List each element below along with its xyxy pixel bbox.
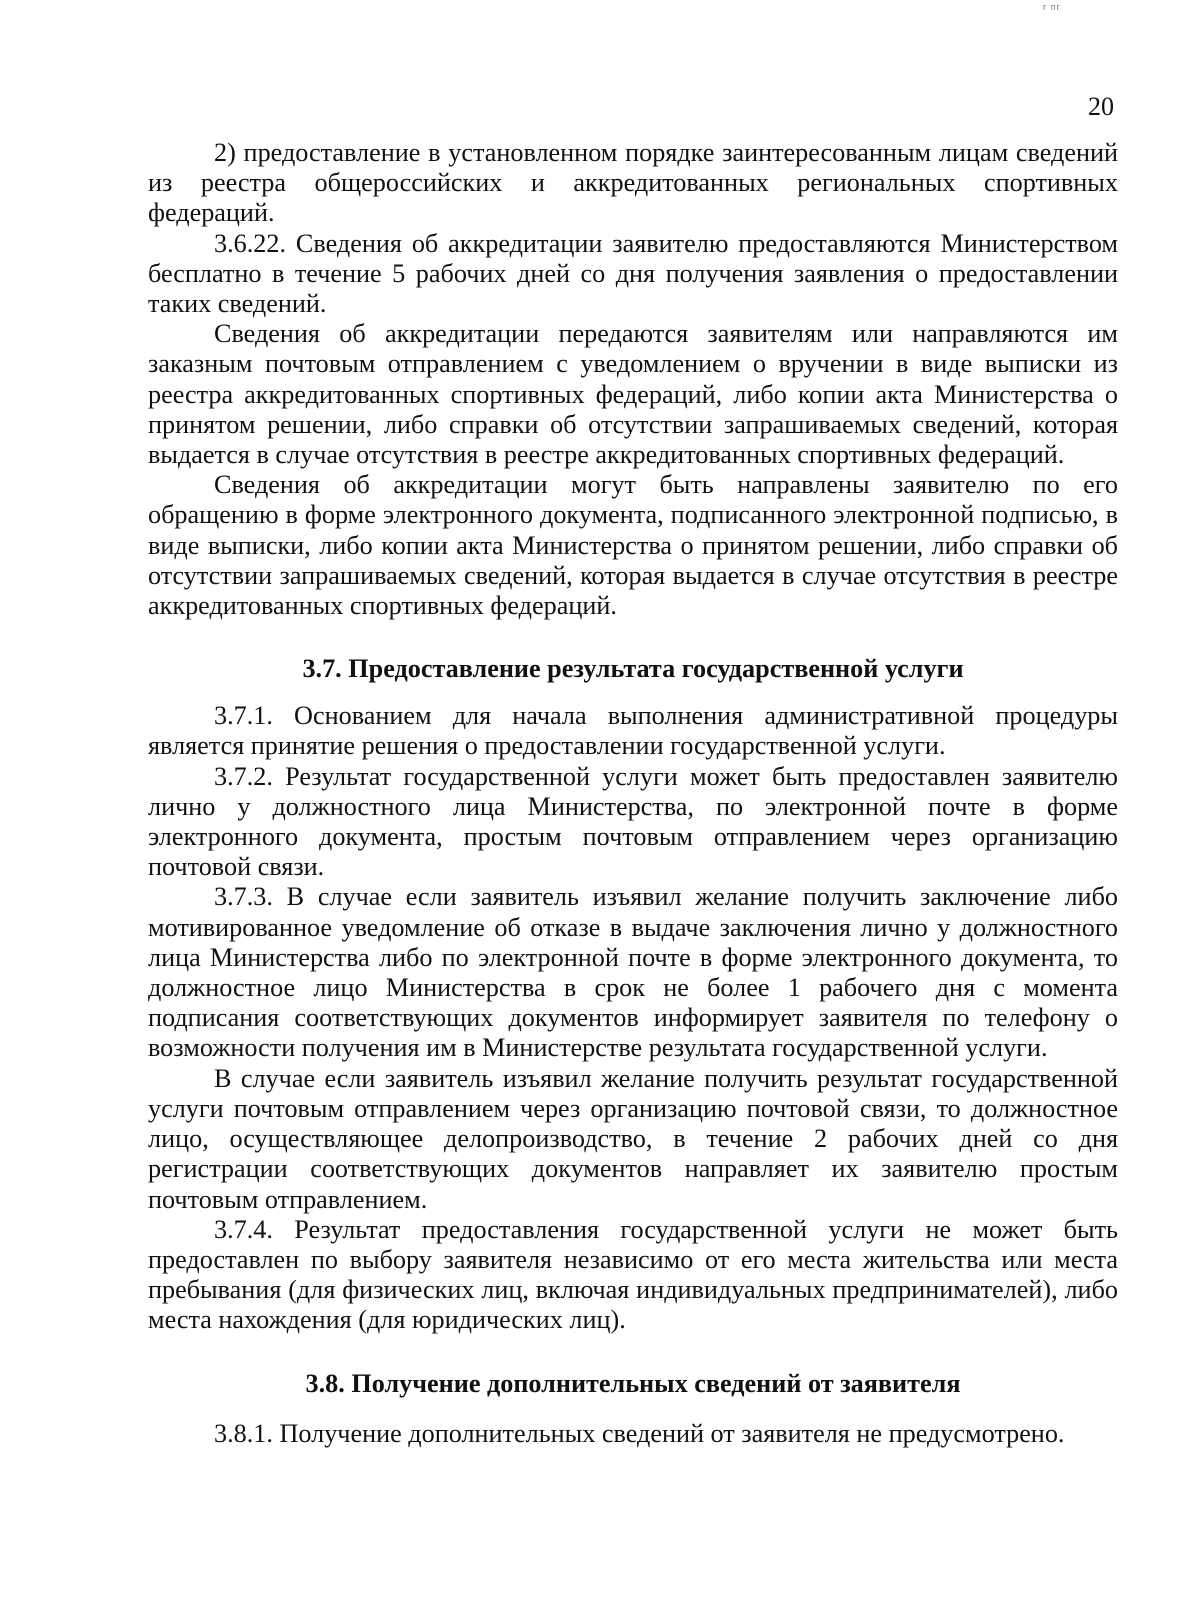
paragraph-accreditation-electronic: Сведения об аккредитации могут быть направлены заявителю по его обращению в форме электронного документа, подписанного электронной подписью, в виде выписки, либо копии акта Министерства о принятом решении, либо справки об отсутствии запрашиваемых сведений, которая выдается в случае отсутствия в реестре аккредитованных спортивных федераций. — [148, 470, 1118, 621]
paragraph-3-7-3-postal: В случае если заявитель изъявил желание получить результат государственной услуги почтовым отправлением через организацию почтовой связи, то должностное лицо, осуществляющее делопроизводство, в течение 2 рабочих дней со дня регистрации соответствующих документов направляет их заявителю простым почтовым отправлением. — [148, 1063, 1118, 1214]
scan-mark: г пг — [1043, 2, 1061, 12]
paragraph-item-2: 2) предоставление в установленном порядке заинтересованным лицам сведений из реестра общероссийских и аккредитованных региональных спортивных федераций. — [148, 138, 1118, 228]
document-body — [148, 138, 1118, 1449]
paragraph-3-6-22: 3.6.22. Сведения об аккредитации заявителю предоставляются Министерством бесплатно в течение 5 рабочих дней со дня получения заявления о предоставлении таких сведений. — [148, 228, 1118, 319]
section-3-7-heading: 3.7. Предоставление результата государственной услуги — [302, 654, 964, 684]
paragraph-accreditation-delivery: Сведения об аккредитации передаются заявителям или направляются им заказным почтовым отправлением с уведомлением о вручении в виде выписки из реестра аккредитованных спортивных федераций, либо копии акта Министерства о принятом решении, либо справки об отсутствии запрашиваемых сведений, которая выдается в случае отсутствия в реестре аккредитованных спортивных федераций. — [148, 319, 1118, 470]
page-number: 20 — [1088, 92, 1114, 121]
paragraph-3-7-1: 3.7.1. Основанием для начала выполнения административной процедуры является принятие решения о предоставлении государственной услуги. — [148, 701, 1118, 761]
section-3-8-heading: 3.8. Получение дополнительных сведений от заявителя — [305, 1368, 961, 1398]
paragraph-3-7-4: 3.7.4. Результат предоставления государственной услуги не может быть предоставлен по выбору заявителя независимо от его места жительства или места пребывания (для физических лиц, включая индивидуальных предпринимателей), либо места нахождения (для юридических лиц). — [148, 1214, 1118, 1335]
paragraph-3-7-3: 3.7.3. В случае если заявитель изъявил желание получить заключение либо мотивированное уведомление об отказе в выдаче заключения лично у должностного лица Министерства либо по электронной почте в форме электронного документа, то должностное лицо Министерства в срок не более 1 рабочего дня с момента подписания соответствующих документов информирует заявителя по телефону о возможности получения им в Министерстве результата государственной услуги. — [148, 882, 1118, 1063]
paragraph-3-7-2: 3.7.2. Результат государственной услуги может быть предоставлен заявителю лично у должностного лица Министерства, по электронной почте в форме электронного документа, простым почтовым отправлением через организацию почтовой связи. — [148, 761, 1118, 882]
paragraph-3-8-1: 3.8.1. Получение дополнительных сведений от заявителя не предусмотрено. — [214, 1418, 1065, 1448]
